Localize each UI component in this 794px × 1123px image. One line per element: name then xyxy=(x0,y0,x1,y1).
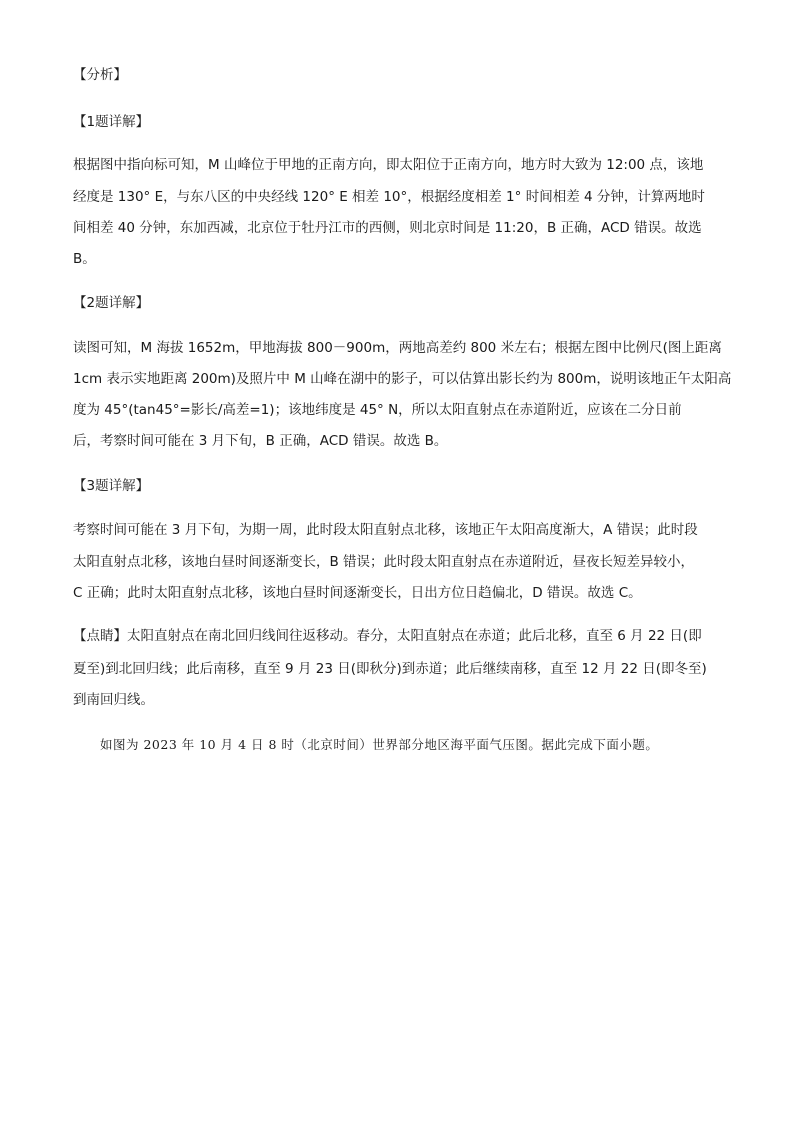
q2-heading: 【2题详解】 xyxy=(73,295,150,311)
tip-line-2: 夏至)到北回归线；此后南移，直至 9 月 23 日(即秋分)到赤道；此后继续南移，直至 12 月 22 日(即冬至) xyxy=(73,661,707,677)
q1-line-2: 经度是 130° E，与东八区的中央经线 120° E 相差 10°，根据经度相差 1° 时间相差 4 分钟，计算两地时 xyxy=(73,189,705,205)
q1-line-4: B。 xyxy=(73,251,96,267)
q3-heading: 【3题详解】 xyxy=(73,478,150,494)
q3-line-2: 太阳直射点北移，该地白昼时间逐渐变长，B 错误；此时段太阳直射点在赤道附近，昼夜长短差异较小， xyxy=(73,554,695,570)
analysis-heading: 【分析】 xyxy=(73,67,127,83)
tip-line-1: 【点睛】太阳直射点在南北回归线间往返移动。春分，太阳直射点在赤道；此后北移，直至 6 月 22 日(即 xyxy=(73,628,702,644)
tip-line-3: 到南回归线。 xyxy=(73,692,154,708)
q1-line-1: 根据图中指向标可知，M 山峰位于甲地的正南方向，即太阳位于正南方向，地方时大致为 12:00 点，该地 xyxy=(73,157,704,173)
q3-line-3: C 正确；此时太阳直射点北移，该地白昼时间逐渐变长，日出方位日趋偏北，D 错误。故选 C。 xyxy=(73,585,642,601)
q3-line-1: 考察时间可能在 3 月下旬，为期一周，此时段太阳直射点北移，该地正午太阳高度渐大，A 错误；此时段 xyxy=(73,522,698,538)
q1-line-3: 间相差 40 分钟，东加西减，北京位于牡丹江市的西侧，则北京时间是 11:20，B 正确，ACD 错误。故选 xyxy=(73,220,702,236)
q2-line-4: 后，考察时间可能在 3 月下旬，B 正确，ACD 错误。故选 B。 xyxy=(73,433,448,449)
q2-line-2: 1cm 表示实地距离 200m)及照片中 M 山峰在湖中的影子，可以估算出影长约为 800m，说明该地正午太阳高 xyxy=(73,371,732,387)
q2-line-1: 读图可知，M 海拔 1652m，甲地海拔 800－900m，两地高差约 800 米左右；根据左图中比例尺(图上距离 xyxy=(73,340,722,356)
question-intro: 如图为 2023 年 10 月 4 日 8 时（北京时间）世界部分地区海平面气压图。据此完成下面小题。 xyxy=(100,737,659,752)
q1-heading: 【1题详解】 xyxy=(73,114,150,130)
q2-line-3: 度为 45°(tan45°=影长/高差=1)；该地纬度是 45° N，所以太阳直射点在赤道附近，应该在二分日前 xyxy=(73,402,682,418)
